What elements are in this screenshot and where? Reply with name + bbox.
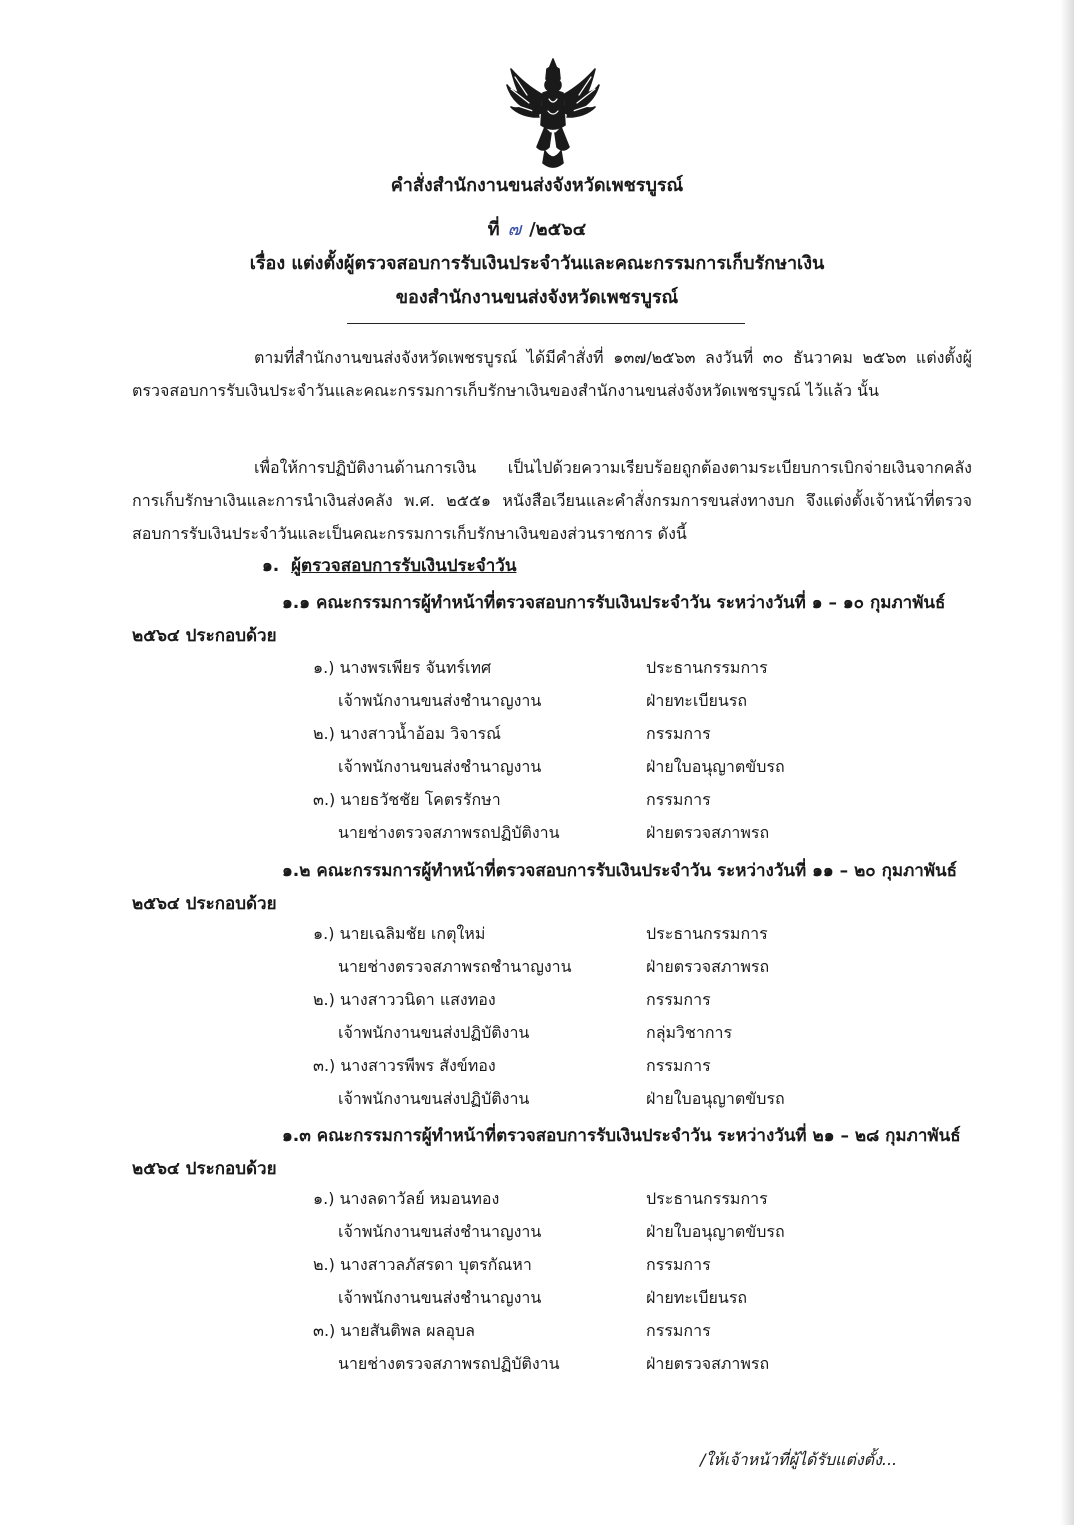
- member-position: เจ้าพนักงานขนส่งชำนาญงาน: [338, 691, 542, 710]
- member-role: ประธานกรรมการ: [646, 924, 768, 943]
- member-name: ๓.) นายธวัชชัย โคตรรักษา: [313, 790, 501, 809]
- paragraph-1-text: ตามที่สำนักงานขนส่งจังหวัดเพชรบูรณ์ ได้มีคำสั่งที่ ๑๓๗/๒๕๖๓ ลงวันที่ ๓๐ ธันวาคม ๒๕๖๓ แต่งตั้งผู้ตรวจสอบการรับเงินประจำวันและคณะกรรมการเก็บรักษาเงินของสำนักงานขนส่งจังหวัดเพชรบูรณ์ ไว้แล้ว นั้น: [132, 348, 973, 400]
- member-name: ๑.) นางลดาวัลย์ หมอนทอง: [313, 1189, 500, 1208]
- committee-2-heading: ๑.๒ คณะกรรมการผู้ทำหน้าที่ตรวจสอบการรับเงินประจำวัน ระหว่างวันที่ ๑๑ – ๒๐ กุมภาพันธ์ ๒๕๖๔ ประกอบด้วย: [132, 861, 958, 914]
- paragraph-1: [132, 341, 972, 407]
- order-number: [0, 218, 1074, 242]
- member-unit: ฝ่ายใบอนุญาตขับรถ: [646, 757, 785, 776]
- committee-1-heading: ๑.๑ คณะกรรมการผู้ทำหน้าที่ตรวจสอบการรับเงินประจำวัน ระหว่างวันที่ ๑ – ๑๐ กุมภาพันธ์ ๒๕๖๔ ประกอบด้วย: [132, 593, 946, 646]
- member-position: นายช่างตรวจสภาพรถปฏิบัติงาน: [338, 1354, 560, 1373]
- subject-line-1: เรื่อง แต่งตั้งผู้ตรวจสอบการรับเงินประจำวันและคณะกรรมการเก็บรักษาเงิน: [249, 253, 825, 274]
- member-position: นายช่างตรวจสภาพรถชำนาญงาน: [338, 957, 572, 976]
- member-position: นายช่างตรวจสภาพรถปฏิบัติงาน: [338, 823, 560, 842]
- member-unit: กลุ่มวิชาการ: [646, 1023, 733, 1042]
- member-role: กรรมการ: [646, 1321, 711, 1340]
- member-role: กรรมการ: [646, 724, 711, 743]
- member-position: เจ้าพนักงานขนส่งชำนาญงาน: [338, 757, 542, 776]
- garuda-emblem-icon: [505, 55, 601, 173]
- member-name: ๓.) นายสันติพล ผลอุบล: [313, 1321, 475, 1340]
- member-unit: ฝ่ายทะเบียนรถ: [646, 1288, 748, 1307]
- member-role: ประธานกรรมการ: [646, 1189, 768, 1208]
- member-name: ๑.) นางพรเพียร จันทร์เทศ: [313, 658, 492, 677]
- member-name: ๓.) นางสาวรพีพร สังข์ทอง: [313, 1056, 496, 1075]
- member-name: ๒.) นางสาวน้ำอ้อม วิจารณ์: [313, 724, 501, 743]
- member-unit: ฝ่ายตรวจสภาพรถ: [646, 823, 770, 842]
- member-position: เจ้าพนักงานขนส่งชำนาญงาน: [338, 1288, 542, 1307]
- paragraph-2-text: เพื่อให้การปฏิบัติงานด้านการเงิน เป็นไปด้วยความเรียบร้อยถูกต้องตามระเบียบการเบิกจ่ายเงินจากคลัง การเก็บรักษาเงินและการนำเงินส่งคลัง พ.ศ. ๒๕๕๑ หนังสือเวียนและคำสั่งกรมการขนส่งทางบก จึงแต่งตั้งเจ้าหน้าที่ตรวจสอบการรับเงินประจำวันและเป็นคณะกรรมการเก็บรักษาเงินของส่วนราชการ ดังนี้: [132, 458, 972, 543]
- member-position: เจ้าพนักงานขนส่งปฏิบัติงาน: [338, 1089, 530, 1108]
- member-role: ประธานกรรมการ: [646, 658, 768, 677]
- member-role: กรรมการ: [646, 1056, 711, 1075]
- committee-3-heading: ๑.๓ คณะกรรมการผู้ทำหน้าที่ตรวจสอบการรับเงินประจำวัน ระหว่างวันที่ ๒๑ – ๒๘ กุมภาพันธ์ ๒๕๖๔ ประกอบด้วย: [132, 1126, 961, 1179]
- member-name: ๑.) นายเฉลิมชัย เกตุใหม่: [313, 924, 486, 943]
- member-role: กรรมการ: [646, 790, 711, 809]
- subject-line-2: ของสำนักงานขนส่งจังหวัดเพชรบูรณ์: [395, 287, 679, 308]
- order-number-prefix: ที่: [487, 219, 500, 240]
- continuation-note: /ให้เจ้าหน้าที่ผู้ได้รับแต่งตั้ง...: [700, 1450, 898, 1469]
- member-role: กรรมการ: [646, 1255, 711, 1274]
- paragraph-2: [132, 451, 972, 550]
- member-position: เจ้าพนักงานขนส่งปฏิบัติงาน: [338, 1023, 530, 1042]
- member-unit: ฝ่ายใบอนุญาตขับรถ: [646, 1089, 785, 1108]
- member-position: เจ้าพนักงานขนส่งชำนาญงาน: [338, 1222, 542, 1241]
- member-unit: ฝ่ายทะเบียนรถ: [646, 691, 748, 710]
- member-unit: ฝ่ายตรวจสภาพรถ: [646, 1354, 770, 1373]
- section-1-number: ๑.: [262, 556, 280, 576]
- order-title: คำสั่งสำนักงานขนส่งจังหวัดเพชรบูรณ์: [390, 175, 684, 196]
- order-number-suffix: /๒๕๖๔: [529, 219, 587, 240]
- member-name: ๒.) นางสาววนิดา แสงทอง: [313, 990, 496, 1009]
- member-unit: ฝ่ายตรวจสภาพรถ: [646, 957, 770, 976]
- order-number-handwritten: ๗: [507, 219, 522, 240]
- member-name: ๒.) นางสาวลภัสรดา บุตรกัณหา: [313, 1255, 532, 1274]
- section-1-title: ผู้ตรวจสอบการรับเงินประจำวัน: [291, 556, 517, 576]
- member-unit: ฝ่ายใบอนุญาตขับรถ: [646, 1222, 785, 1241]
- section-1-heading: [262, 554, 516, 578]
- title-divider: [347, 323, 745, 324]
- member-role: กรรมการ: [646, 990, 711, 1009]
